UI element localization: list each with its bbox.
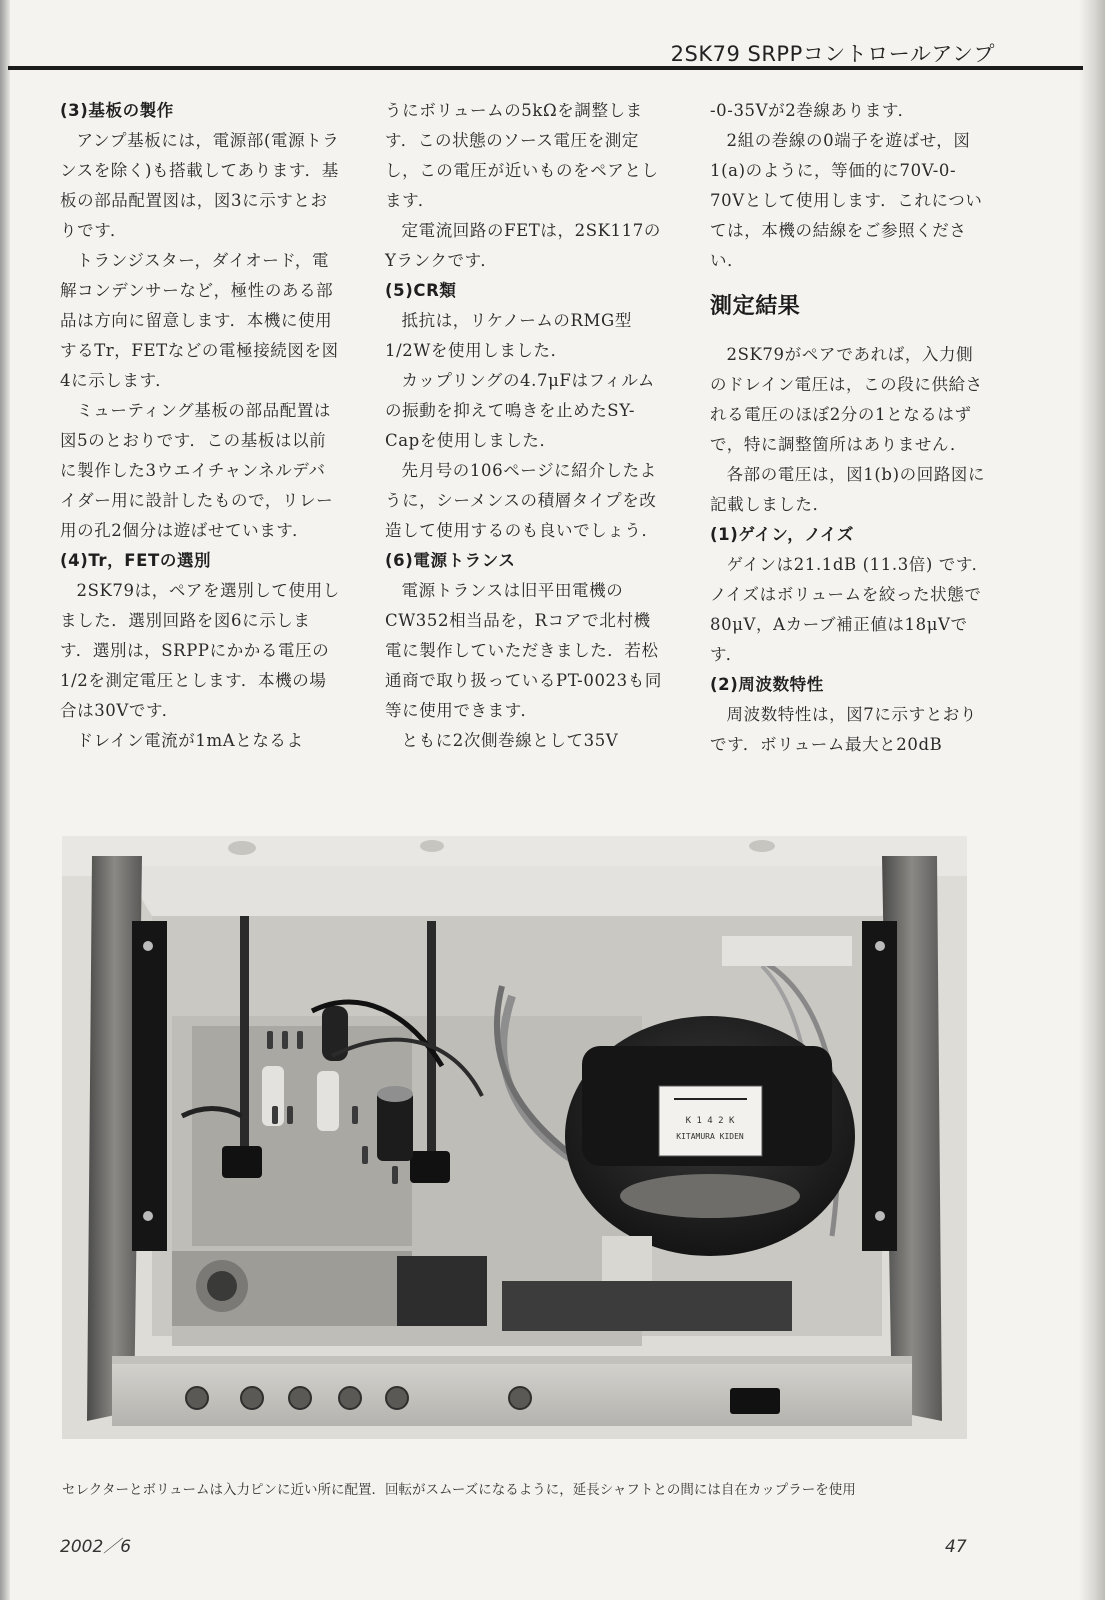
header-rule [8, 66, 1083, 70]
paragraph: カップリングの4.7μFはフィルムの振動を抑えて鳴きを止めたSY-Capを使用しました． [385, 371, 655, 450]
paragraph: ドレイン電流が1mAとなるよ [76, 731, 304, 750]
paragraph: 電源トランスは旧平田電機のCW352相当品を，Rコアで北村機電に製作していただきました．若松通商で取り扱っているPT-0023も同等に使用できます． [385, 581, 662, 720]
paragraph: 抵抗は，リケノームのRMG型1/2Wを使用しました． [385, 311, 632, 360]
text-column-3 [710, 96, 990, 760]
paragraph: 周波数特性は，図7に示すとおりです．ボリューム最大と20dB [710, 705, 977, 754]
page-edge [1079, 0, 1105, 1600]
paragraph: 2SK79は，ペアを選別して使用しました．選別回路を図6に示します．選別は，SRPPにかかる電圧の1/2を測定電圧とします．本機の場合は30Vです． [60, 581, 340, 720]
paragraph: ミューティング基板の部品配置は図5のとおりです．この基板は以前に製作した3ウエイチャンネルデバイダー用に設計したもので，リレー用の孔2個分は遊ばせています． [60, 401, 334, 540]
paragraph: ともに2次側巻線として35V [401, 731, 619, 750]
spine-shadow [0, 0, 10, 1600]
section-heading-cr: (5)CR類 [385, 281, 457, 300]
paragraph: アンプ基板には，電源部(電源トランスを除く)も搭載してあります．基板の部品配置図は，図3に示すとおりです． [60, 131, 340, 240]
page-number: 47 [945, 1537, 967, 1557]
section-heading-board: (3)基板の製作 [60, 101, 174, 120]
running-header: 2SK79 SRPPコントロールアンプ [670, 42, 995, 66]
paragraph: 各部の電圧は，図1(b)の回路図に記載しました． [710, 465, 986, 514]
paragraph: トランジスター，ダイオード，電解コンデンサーなど，極性のある部品は方向に留意します．本機に使用するTr，FETなどの電極接続図を図4に示します． [60, 251, 339, 390]
transformer-label-maker: KITAMURA KIDEN [676, 1132, 744, 1141]
paragraph: 定電流回路のFETは，2SK117のYランクです． [385, 221, 661, 270]
amplifier-interior-photo [62, 836, 967, 1439]
section-heading-gain: (1)ゲイン，ノイズ [710, 525, 854, 544]
section-heading-frequency: (2)周波数特性 [710, 675, 824, 694]
section-heading-selection: (4)Tr，FETの選別 [60, 551, 212, 570]
paragraph: ゲインは21.1dB (11.3倍) です．ノイズはボリュームを絞った状態で80μV，Aカーブ補正値は18μVです． [710, 555, 989, 664]
photo-caption: セレクターとボリュームは入力ピンに近い所に配置．回転がスムーズになるように，延長シャフトとの間には自在カップラーを使用 [62, 1482, 856, 1498]
issue-date: 2002／6 [60, 1537, 132, 1557]
text-column-2 [385, 96, 665, 756]
transformer-label-model: K 1 4 2 K [685, 1116, 735, 1126]
section-title-results: 測定結果 [710, 294, 801, 319]
paragraph: -0-35Vが2巻線あります． [710, 101, 915, 120]
text-column-1 [60, 96, 340, 756]
paragraph: うにボリュームの5kΩを調整します．この状態のソース電圧を測定し，この電圧が近いものをペアとします． [385, 101, 659, 210]
paragraph: 2組の巻線の0端子を遊ばせ，図1(a)のように，等価的に70V-0-70Vとして使用します．これについては，本機の結線をご参照ください． [710, 131, 983, 270]
paragraph: 2SK79がペアであれば，入力側のドレイン電圧は，この段に供給される電圧のほぼ2分の1となるはずで，特に調整箇所はありません． [710, 345, 983, 454]
section-heading-transformer: (6)電源トランス [385, 551, 516, 570]
paragraph: 先月号の106ページに紹介したように，シーメンスの積層タイプを改造して使用するのも良いでしょう． [385, 461, 659, 540]
